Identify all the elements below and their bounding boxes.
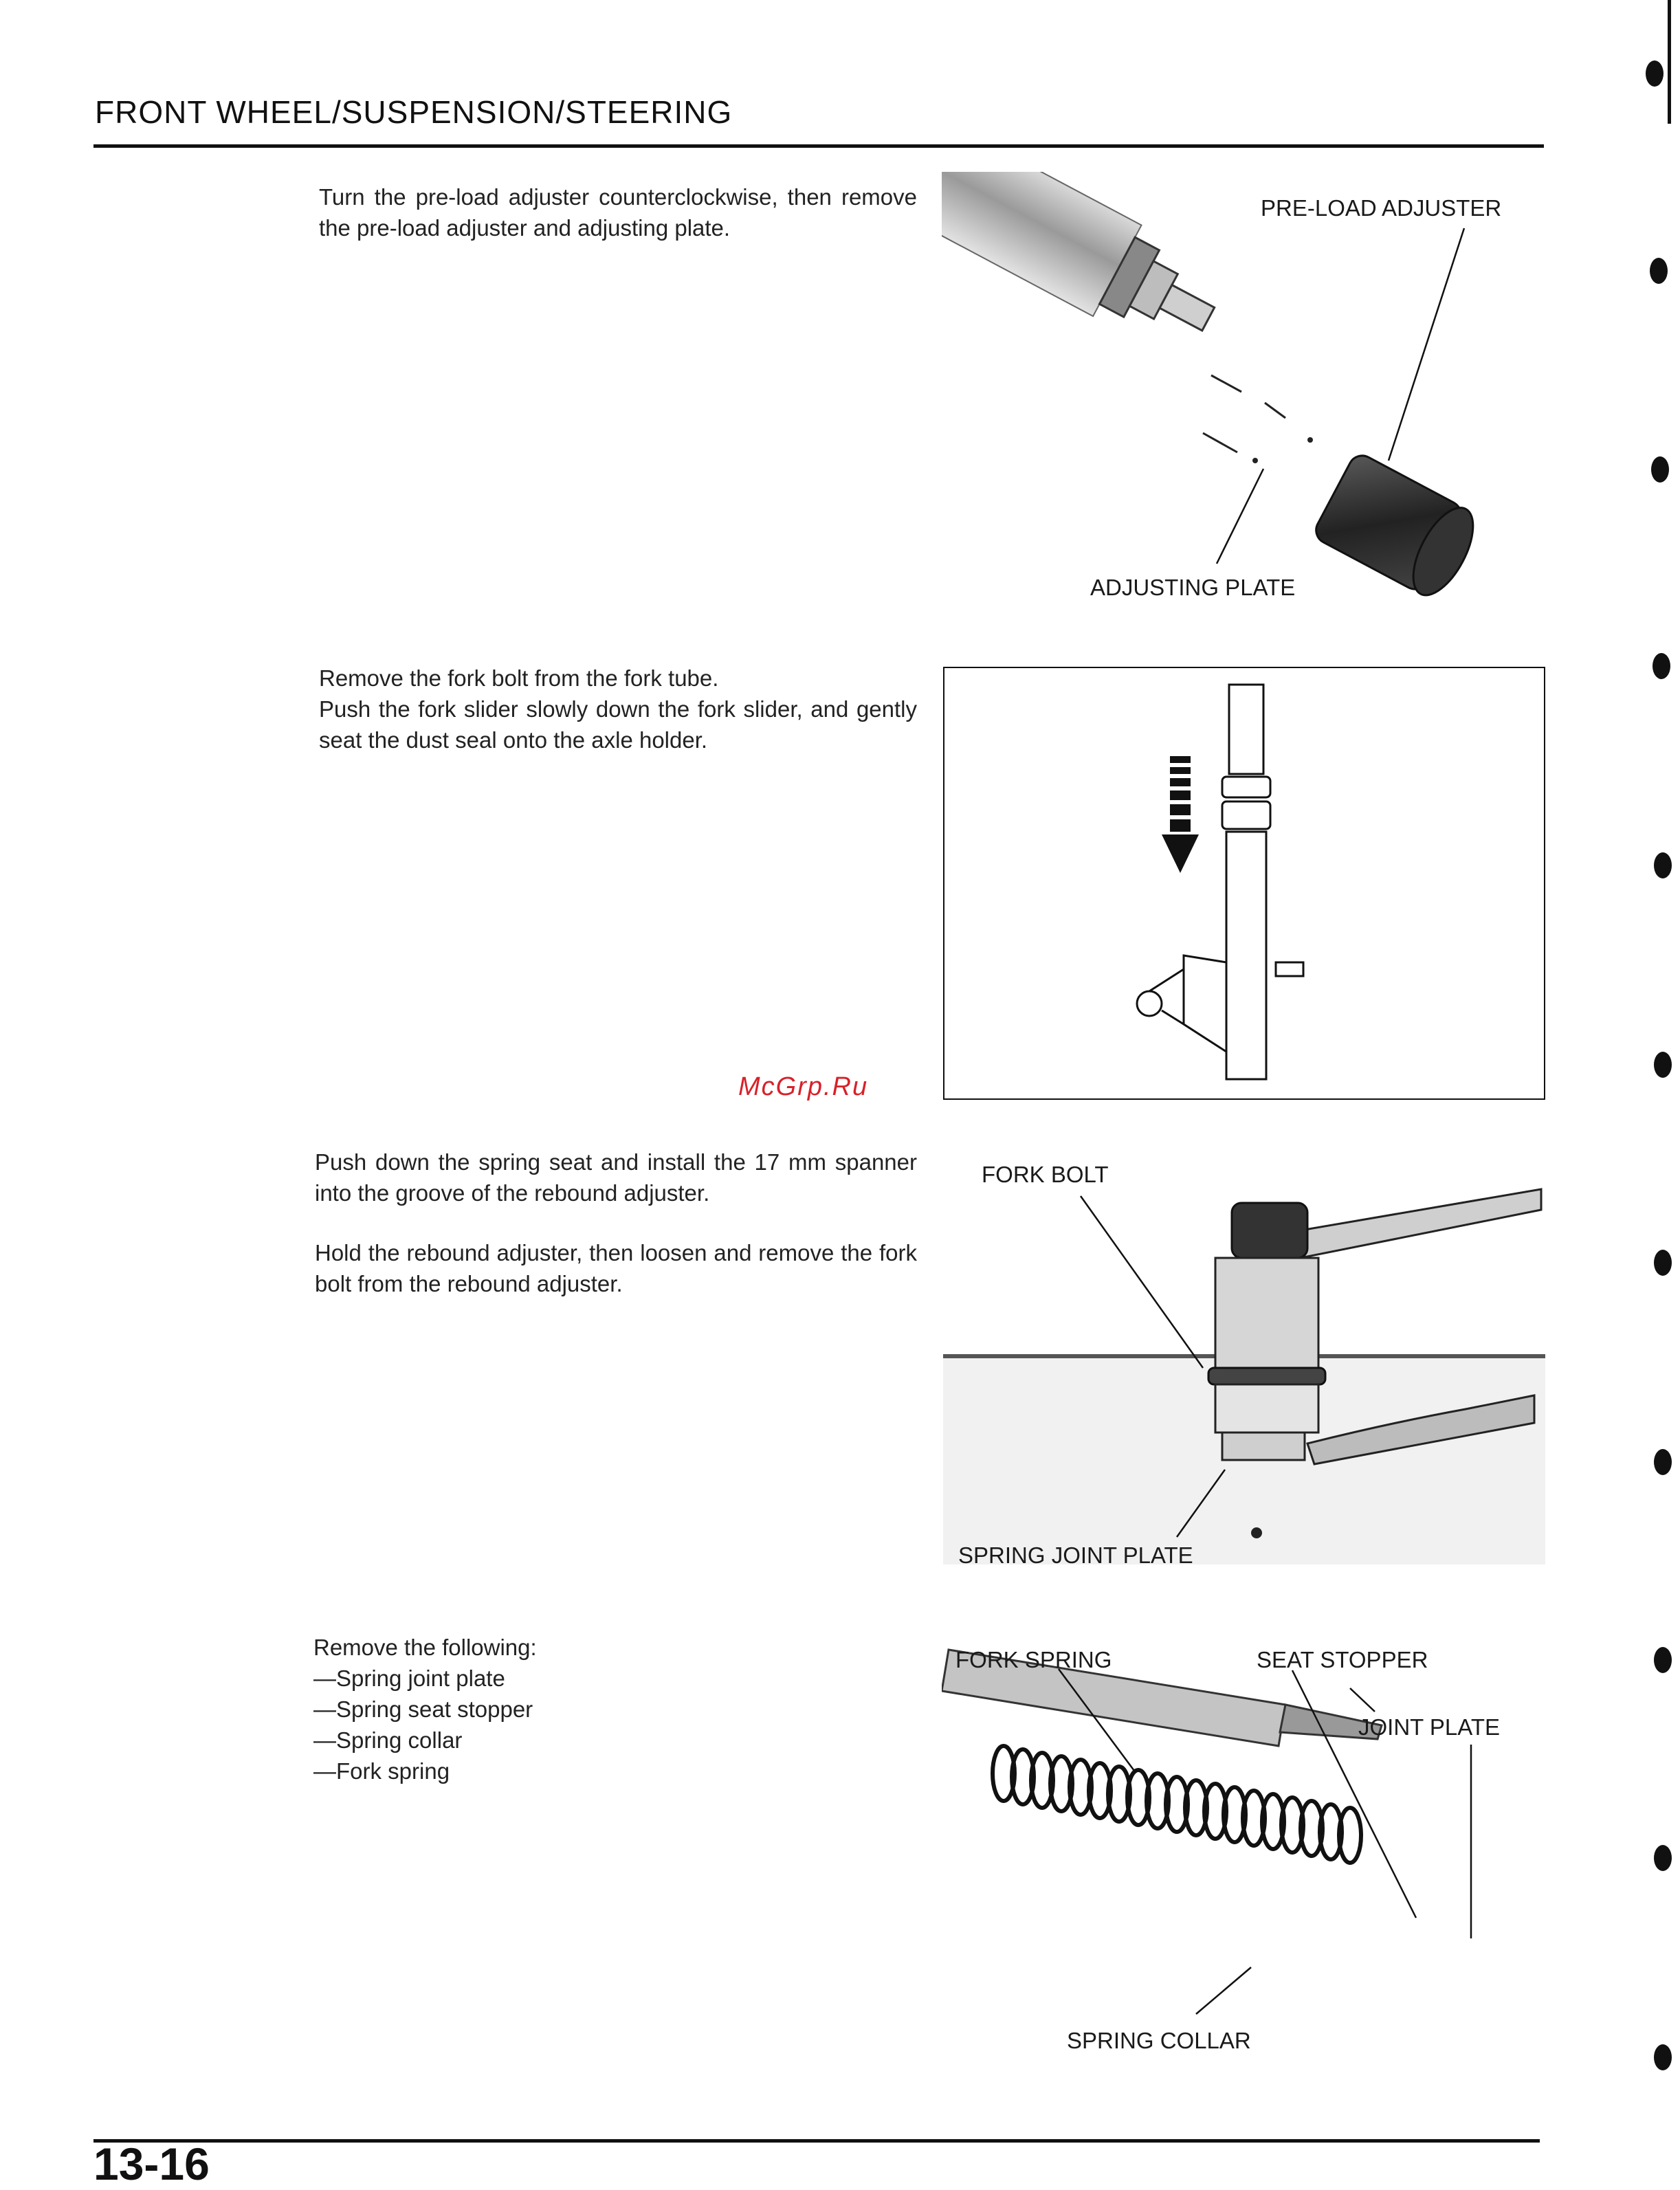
label-spring-collar: SPRING COLLAR — [1067, 2028, 1251, 2053]
step-4-text — [313, 1632, 726, 1787]
preload-adjuster-illustration — [942, 172, 1540, 619]
binder-hole — [1654, 1250, 1672, 1276]
step-3-text — [315, 1147, 917, 1299]
fork-spring-illustration — [942, 1629, 1540, 2069]
page-title: FRONT WHEEL/SUSPENSION/STEERING — [95, 94, 733, 130]
binder-hole — [1650, 258, 1668, 284]
fork-bolt-illustration — [943, 1162, 1545, 1574]
step-2-line-2: Push the fork slider slowly down the fork slider, and gently seat the dust seal onto the axle holder. — [319, 696, 917, 753]
binder-hole — [1651, 456, 1669, 483]
step-1-text — [319, 181, 917, 243]
page-number: 13-16 — [93, 2138, 210, 2189]
binder-hole — [1654, 1845, 1672, 1871]
step-1-paragraph: Turn the pre-load adjuster counterclockwise, then remove the pre-load adjuster and adjusting plate. — [319, 184, 917, 241]
step-3-paragraph-2: Hold the rebound adjuster, then loosen and remove the fork bolt from the rebound adjuster. — [315, 1240, 917, 1296]
step-3-paragraph-1: Push down the spring seat and install the 17 mm spanner into the groove of the rebound adjuster. — [315, 1149, 917, 1206]
step-4-list-item: —Spring seat stopper — [313, 1696, 533, 1722]
step-4-list-item: —Spring collar — [313, 1727, 463, 1753]
watermark: McGrp.Ru — [738, 1072, 869, 1101]
label-seat-stopper: SEAT STOPPER — [1257, 1647, 1428, 1672]
label-fork-bolt: FORK BOLT — [982, 1162, 1109, 1187]
binder-hole — [1654, 1052, 1672, 1078]
step-4-list-item: —Fork spring — [313, 1758, 450, 1784]
step-4-list-item: —Spring joint plate — [313, 1666, 505, 1691]
step-4-intro: Remove the following: — [313, 1635, 537, 1660]
label-spring-joint-plate: SPRING JOINT PLATE — [958, 1542, 1193, 1568]
label-adjusting-plate: ADJUSTING PLATE — [1090, 575, 1296, 600]
binder-hole — [1654, 1449, 1672, 1475]
fork-slider-illustration — [943, 667, 1545, 1100]
page-edge-line — [1668, 0, 1671, 124]
binder-hole — [1654, 2044, 1672, 2070]
binder-hole — [1654, 852, 1672, 878]
binder-hole — [1646, 60, 1664, 87]
binder-hole — [1653, 653, 1670, 679]
label-fork-spring: FORK SPRING — [955, 1647, 1112, 1672]
label-joint-plate: JOINT PLATE — [1358, 1714, 1500, 1740]
step-2-text — [319, 663, 917, 755]
step-2-line-1: Remove the fork bolt from the fork tube. — [319, 665, 719, 691]
label-preload-adjuster: PRE-LOAD ADJUSTER — [1261, 195, 1502, 221]
binder-hole — [1654, 1647, 1672, 1673]
footer-rule — [93, 2139, 1540, 2143]
header-rule — [93, 144, 1544, 148]
